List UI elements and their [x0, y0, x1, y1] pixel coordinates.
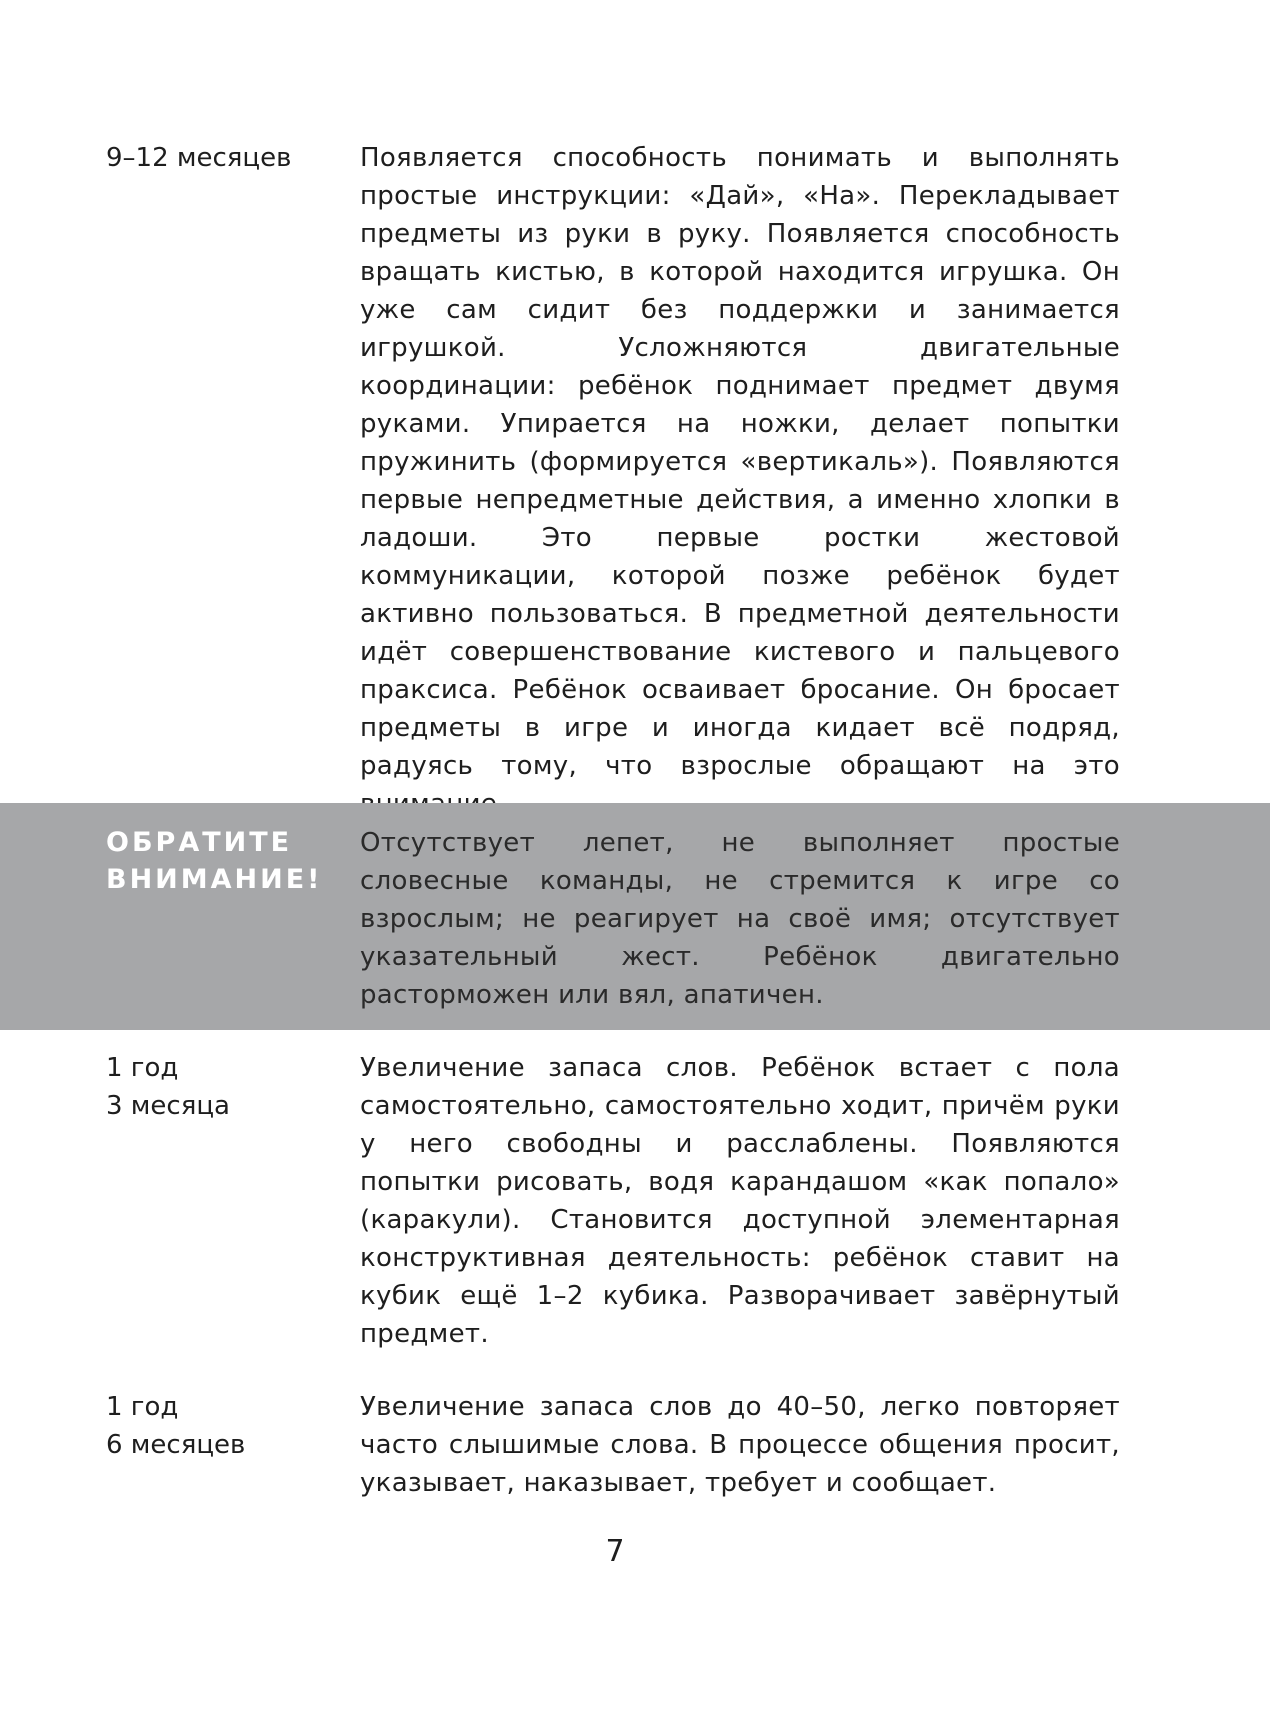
attention-label: ОБРАТИТЕ ВНИМАНИЕ! — [106, 827, 323, 895]
age-label: 1 год 3 месяца — [106, 1053, 230, 1121]
age-description: Увеличение запаса слов. Ребёнок встает с пола самостоятельно, самостоятельно ходит, причём руки у него свободны и расслаблены. Появляются попытки рисовать, водя карандашом «как попало» (каракули). Становится доступной элементарная конструктивная деятельность: ребёнок ставит на кубик ещё 1–2 кубика. Разворачивает завёрнутый предмет. — [360, 1053, 1120, 1349]
age-label: 9–12 месяцев — [106, 143, 292, 173]
attention-block — [0, 803, 1270, 1030]
age-label: 1 год 6 месяцев — [106, 1392, 246, 1460]
age-description: Увеличение запаса слов до 40–50, легко повторяет часто слышимые слова. В процессе общения просит, указывает, наказывает, требует и сообщает. — [360, 1392, 1120, 1498]
page-number: 7 — [605, 1534, 625, 1569]
attention-text: Отсутствует лепет, не выполняет простые словесные команды, не стремится к игре со взрослым; не реагирует на своё имя; отсутствует указательный жест. Ребёнок двигательно расторможен или вял, апатичен. — [360, 828, 1120, 1010]
age-row-1-year-6-months — [0, 1388, 1270, 1518]
age-row-9-12-months — [0, 139, 1270, 789]
age-description: Появляется способность понимать и выполнять простые инструкции: «Дай», «На». Перекладывает предметы из руки в руку. Появляется способность вращать кистью, в которой находится игрушка. Он уже сам сидит без поддержки и занимается игрушкой. Усложняются двигательные координации: ребёнок поднимает предмет двумя руками. Упирается на ножки, делает попытки пружинить (формируется «вертикаль»). Появляются первые непредметные действия, а именно хлопки в ладоши. Это первые ростки жестовой коммуникации, которой позже ребёнок будет активно пользоваться. В предметной деятельности идёт совершенствование кистевого и пальцевого праксиса. Ребёнок осваивает бросание. Он бросает предметы в игре и иногда кидает всё подряд, радуясь тому, что взрослые обращают на это — [360, 143, 1120, 781]
age-row-1-year-3-months — [0, 1049, 1270, 1349]
